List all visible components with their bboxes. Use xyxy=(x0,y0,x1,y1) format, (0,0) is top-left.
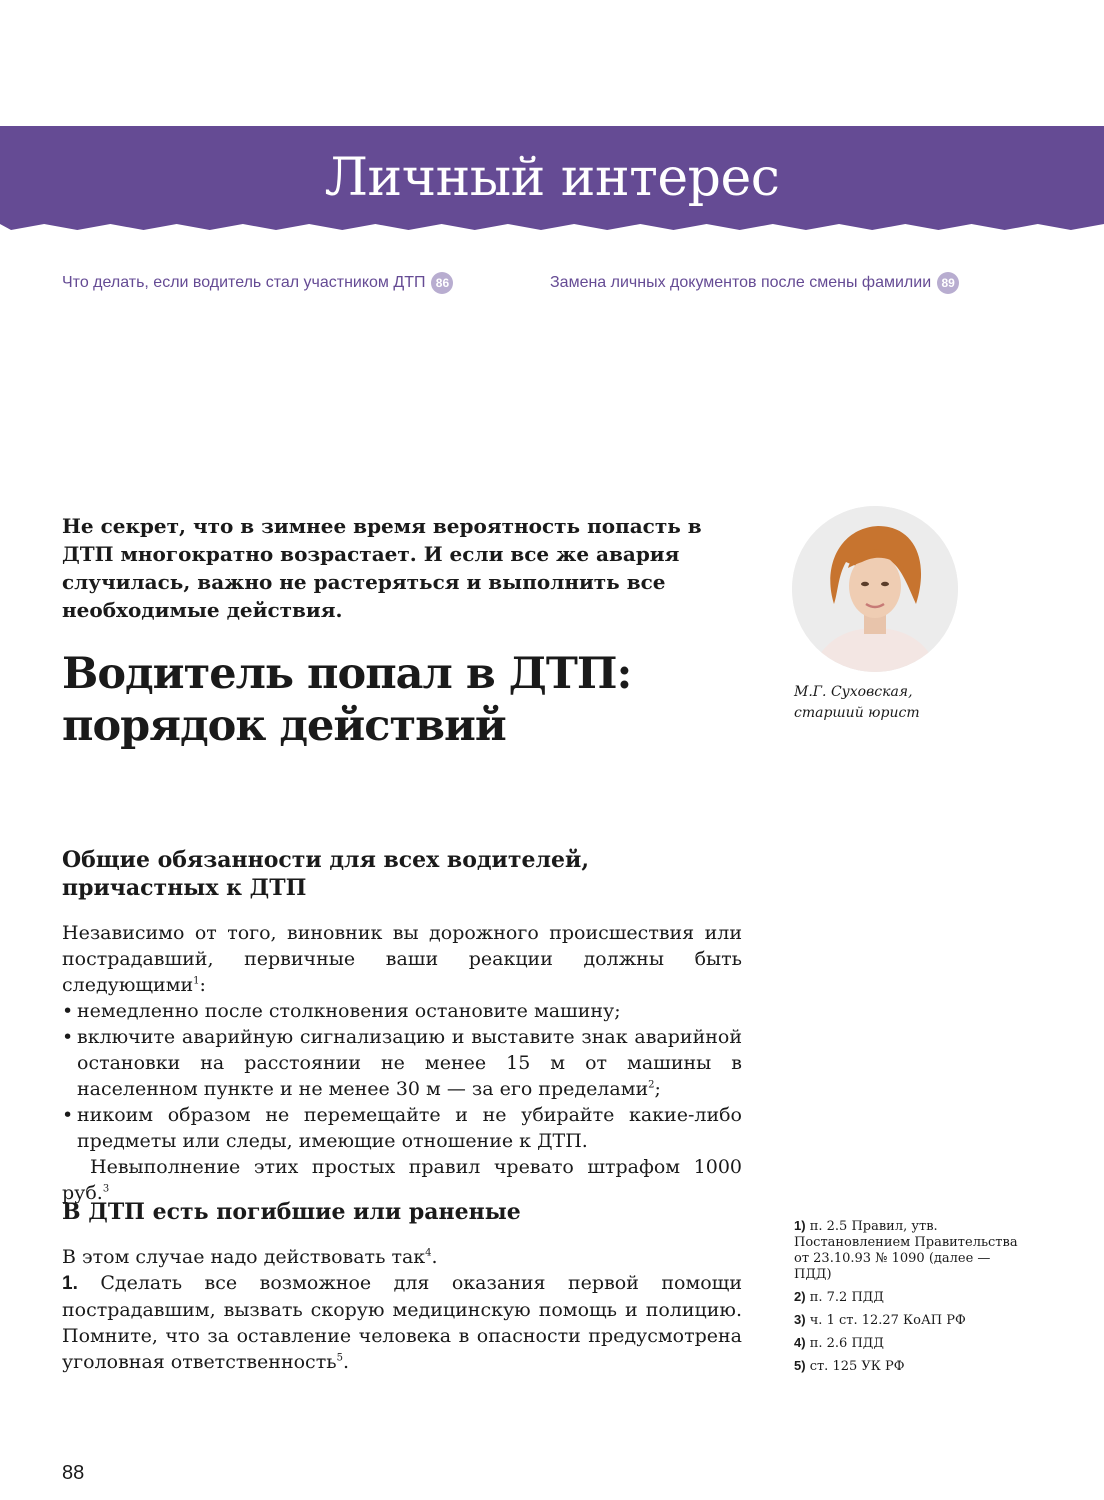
section2-intro: В этом случае надо действовать так$^4$. xyxy=(62,1246,438,1268)
footnote xyxy=(794,1335,1024,1352)
footnote-ref[interactable]: 1 xyxy=(193,975,200,987)
footnote-text: ст. 125 УК РФ xyxy=(809,1359,905,1374)
duties-list xyxy=(62,998,742,1154)
footnote xyxy=(794,1289,1024,1306)
footnote-number: 5) xyxy=(794,1358,806,1373)
footnote-ref[interactable]: 5 xyxy=(336,1352,343,1364)
section2-intro-text: В этом случае надо действовать так xyxy=(62,1246,426,1268)
step-number: 1. xyxy=(62,1273,78,1294)
author-portrait-illustration xyxy=(792,506,958,672)
footnote-ref[interactable]: 4 xyxy=(425,1247,432,1259)
section2-heading: В ДТП есть погибшие или раненые xyxy=(62,1199,521,1225)
footnote-number: 4) xyxy=(794,1335,806,1350)
section1-intro-text: Независимо от того, виновник вы дорожного происшествия или пострадавший, первичные ваши реакции должны быть следующими xyxy=(62,922,742,996)
toc-link-documents[interactable] xyxy=(550,272,959,294)
footnote-text: ч. 1 ст. 12.27 КоАП РФ xyxy=(809,1313,966,1328)
list-item: • включите аварийную сигнализацию и выставите знак аварийной остановки на расстоянии не менее 15 м от машины в населенном пункте и не менее 30 м — за его пределами$^2$; xyxy=(62,1024,742,1102)
footnote-number: 2) xyxy=(794,1289,806,1304)
toc-link-label: Замена личных документов после смены фамилии xyxy=(550,274,932,291)
toc-link-dtp[interactable] xyxy=(62,272,453,294)
footnote-text: п. 7.2 ПДД xyxy=(809,1290,884,1305)
page-number: 88 xyxy=(62,1462,85,1484)
list-item-text: немедленно после столкновения остановите машину; xyxy=(77,1000,621,1022)
toc-link-label: Что делать, если водитель стал участником ДТП xyxy=(62,274,426,291)
step-text: Сделать все возможное для оказания первой помощи пострадавшим, вызвать скорую медицинскую помощь и полицию. Помните, что за оставление человека в опасности предусмотрена уголовная ответственность xyxy=(62,1272,742,1373)
footnote-text: п. 2.5 Правил, утв. Постановлением Правительства от 23.10.93 № 1090 (далее — ПДД) xyxy=(794,1219,1018,1282)
list-item-text: никоим образом не перемещайте и не убирайте какие-либо предметы или следы, имеющие отношение к ДТП. xyxy=(77,1104,742,1152)
article-title xyxy=(62,648,742,752)
author-role: старший юрист xyxy=(794,705,920,721)
footnote-number: 3) xyxy=(794,1312,806,1327)
footnote-ref[interactable]: 2 xyxy=(648,1079,655,1091)
section1-body xyxy=(62,920,742,1206)
footnote xyxy=(794,1358,1024,1375)
footnote-text: п. 2.6 ПДД xyxy=(809,1336,884,1351)
article-title-line1: Водитель попал в ДТП: xyxy=(62,649,632,699)
section1-heading xyxy=(62,846,742,902)
footnote-number: 1) xyxy=(794,1218,806,1233)
step-item: 1. Сделать все возможное для оказания первой помощи пострадавшим, вызвать скорую медицинскую помощь и полицию. Помните, что за оставление человека в опасности предусмотрена уголовная ответственность$^5$. xyxy=(62,1272,742,1373)
article-lead: Не секрет, что в зимнее время вероятность попасть в ДТП многократно возрастает. И если все же авария случилась, важно не растеряться и выполнить все необходимые действия. xyxy=(62,514,702,622)
footnote xyxy=(794,1312,1024,1329)
section1-heading-line1: Общие обязанности для всех водителей, xyxy=(62,847,589,873)
list-item xyxy=(62,1102,742,1154)
list-item xyxy=(62,998,742,1024)
author-photo xyxy=(792,506,958,672)
section-title: Личный интерес xyxy=(324,148,780,208)
footnote-ref[interactable]: 3 xyxy=(102,1183,110,1195)
article-title-line2: порядок действий xyxy=(62,701,506,751)
toc-page-badge: 86 xyxy=(431,272,453,294)
section1-heading-line2: причастных к ДТП xyxy=(62,875,307,901)
author-name: М.Г. Суховская, xyxy=(794,684,913,700)
author-caption xyxy=(794,682,1014,724)
footnote xyxy=(794,1218,1024,1283)
list-item-text: включите аварийную сигнализацию и выставите знак аварийной остановки на расстоянии не менее 15 м от машины в населенном пункте и не менее 30 м — за его пределами xyxy=(77,1026,742,1100)
toc-page-badge: 89 xyxy=(937,272,959,294)
footnotes xyxy=(794,1218,1024,1381)
section1-intro: Независимо от того, виновник вы дорожного происшествия или пострадавший, первичные ваши реакции должны быть следующими$^1$: xyxy=(62,922,742,996)
section2-body xyxy=(62,1244,742,1375)
fine-note-text: Невыполнение этих простых правил чревато штрафом 1000 руб. xyxy=(62,1156,742,1204)
